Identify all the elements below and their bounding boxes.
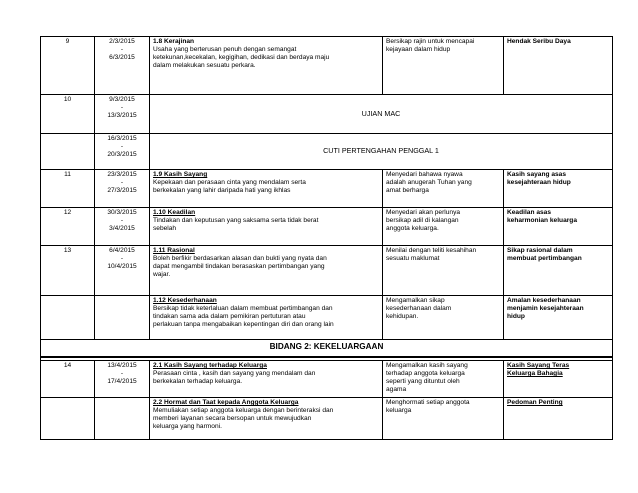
date-range-empty xyxy=(95,398,150,440)
holiday-banner: CUTI PERTENGAHAN PENGGAL 1 xyxy=(150,134,613,170)
table-row xyxy=(41,398,613,440)
table-row xyxy=(41,134,613,170)
table-row xyxy=(41,208,613,246)
date-end: 6/3/2015 xyxy=(109,54,135,62)
objective-cell: Bersikap rajin untuk mencapai kejayaan dalam hidup xyxy=(383,37,504,95)
date-start: 9/3/2015 xyxy=(109,96,135,103)
topic-description: Kepekaan dan perasaan cinta yang mendalam serta berkekalan yang lahir daripada hati yang ikhlas xyxy=(153,178,306,194)
table-row xyxy=(41,246,613,296)
date-end: 27/3/2015 xyxy=(107,187,137,195)
week-number: 10 xyxy=(41,95,95,134)
objective-cell: Menghormati setiap anggota keluarga xyxy=(383,398,504,440)
value-cell: Hendak Seribu Daya xyxy=(504,37,613,95)
topic-heading: 2.2 Hormat dan Taat kepada Anggota Keluarga xyxy=(153,399,299,406)
date-range xyxy=(95,361,150,398)
date-end: 17/4/2015 xyxy=(107,378,137,386)
date-start: 6/4/2015 xyxy=(109,247,135,254)
date-start: 23/3/2015 xyxy=(107,171,137,178)
topic-cell xyxy=(150,361,383,398)
date-start: 30/3/2015 xyxy=(107,209,137,216)
date-dash: - xyxy=(120,217,124,225)
date-range xyxy=(95,208,150,246)
rpt-table xyxy=(40,36,613,440)
objective-cell: Menilai dengan teliti kesahihan sesuatu maklumat xyxy=(383,246,504,296)
topic-cell xyxy=(150,37,383,95)
topic-cell xyxy=(150,398,383,440)
date-range xyxy=(95,95,150,134)
objective-cell: Menyedari akan perlunya bersikap adil di kalangan anggota keluarga. xyxy=(383,208,504,246)
week-number-empty xyxy=(41,296,95,340)
date-end: 13/3/2015 xyxy=(107,112,137,120)
date-dash: - xyxy=(120,179,124,187)
date-end: 3/4/2015 xyxy=(109,225,135,233)
week-number-empty xyxy=(41,398,95,440)
date-dash: - xyxy=(120,143,124,151)
date-dash: - xyxy=(120,370,124,378)
week-number: 9 xyxy=(41,37,95,95)
value-cell: Kasih sayang asas kesejahteraan hidup xyxy=(504,170,613,208)
topic-heading: 2.1 Kasih Sayang terhadap Keluarga xyxy=(153,362,267,369)
topic-description: Perasaan cinta , kasih dan sayang yang mendalam dan berkekalan terhadap keluarga. xyxy=(153,369,316,385)
objective-cell: Menyedari bahawa nyawa adalah anugerah Tuhan yang amat berharga xyxy=(383,170,504,208)
week-number: 12 xyxy=(41,208,95,246)
topic-heading: 1.10 Keadilan xyxy=(153,209,196,216)
table-row xyxy=(41,361,613,398)
topic-heading: 1.9 Kasih Sayang xyxy=(153,171,208,178)
week-number: 11 xyxy=(41,170,95,208)
date-range xyxy=(95,134,150,170)
topic-heading: 1.11 Rasional xyxy=(153,247,195,254)
date-start: 16/3/2015 xyxy=(107,135,137,142)
date-dash: - xyxy=(120,46,124,54)
table-row xyxy=(41,296,613,340)
table-row xyxy=(41,37,613,95)
date-end: 10/4/2015 xyxy=(107,263,137,271)
value-cell: Keadilan asas keharmonian keluarga xyxy=(504,208,613,246)
date-end: 20/3/2015 xyxy=(107,151,137,159)
topic-description: Tindakan dan keputusan yang saksama serta tidak berat sebelah xyxy=(153,216,319,232)
date-range xyxy=(95,170,150,208)
value-cell: Kasih Sayang Teras Keluarga Bahagia xyxy=(504,361,613,398)
date-start: 13/4/2015 xyxy=(107,362,137,369)
date-dash: - xyxy=(120,255,124,263)
date-range xyxy=(95,246,150,296)
table-row xyxy=(41,170,613,208)
topic-heading: 1.8 Kerajinan xyxy=(153,38,195,45)
section-heading: BIDANG 2: KEKELUARGAAN xyxy=(41,340,613,357)
topic-description: Bersikap tidak keterlaluan dalam membuat pertimbangan dan tindakan sama ada dalam pemikiran pertuturan atau perlakuan tanpa mengabaikan kepentingan diri dan orang lain xyxy=(153,304,334,328)
topic-description: Memuliakan setiap anggota keluarga dengan berinteraksi dan memberi layanan secara bersopan untuk mewujudkan keluarga yang harmoni. xyxy=(153,406,334,430)
topic-cell xyxy=(150,246,383,296)
topic-description: Usaha yang berterusan penuh dengan semangat ketekunan,kecekalan, kegigihan, dedikasi dan berdaya maju dalam melakukan sesuatu perkara. xyxy=(153,45,330,69)
topic-cell xyxy=(150,170,383,208)
date-start: 2/3/2015 xyxy=(109,38,135,45)
value-cell: Amalan kesederhanaan menjamin kesejahteraan hidup xyxy=(504,296,613,340)
topic-description: Boleh berfikir berdasarkan alasan dan bukti yang nyata dan dapat mengambil tindakan berasaskan pertimbangan yang wajar. xyxy=(153,254,327,278)
topic-heading: 1.12 Kesederhanaan xyxy=(153,297,217,304)
date-range xyxy=(95,37,150,95)
date-range-empty xyxy=(95,296,150,340)
week-number: 13 xyxy=(41,246,95,296)
value-cell: Pedoman Penting xyxy=(504,398,613,440)
exam-banner: UJIAN MAC xyxy=(150,95,613,134)
value-cell: Sikap rasional dalam membuat pertimbangan xyxy=(504,246,613,296)
week-number: 14 xyxy=(41,361,95,398)
objective-cell: Mengamalkan kasih sayang terhadap anggota keluarga seperti yang dituntut oleh agama xyxy=(383,361,504,398)
objective-cell: Mengamalkan sikap kesederhanaan dalam kehidupan. xyxy=(383,296,504,340)
table-row xyxy=(41,95,613,134)
topic-cell xyxy=(150,208,383,246)
week-number-empty xyxy=(41,134,95,170)
date-dash: - xyxy=(120,104,124,112)
topic-cell xyxy=(150,296,383,340)
table-row xyxy=(41,340,613,357)
